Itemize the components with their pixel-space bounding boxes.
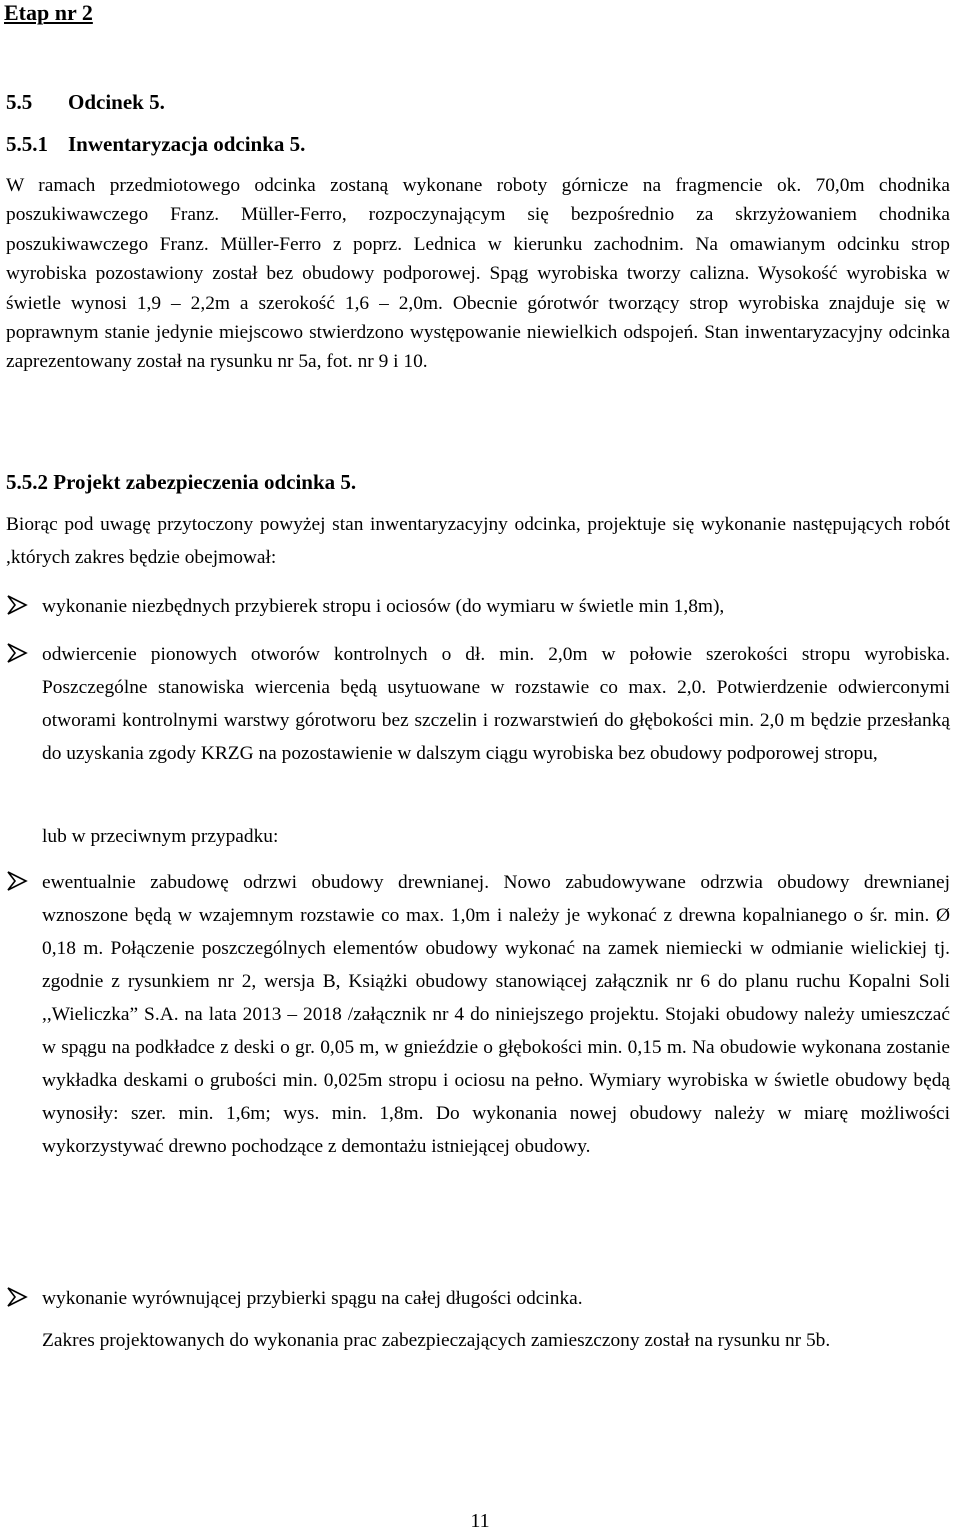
subsection-heading-1 [6,130,950,158]
closing-paragraph: Zakres projektowanych do wykonania prac zabezpieczających zamieszczony został na rysunku nr 5b. [42,1330,831,1351]
page-number: 11 [470,1510,490,1532]
alternative-note: lub w przeciwnym przypadku: [42,826,279,847]
arrowhead-bullet-icon [6,595,28,615]
arrowhead-bullet-icon [6,871,28,891]
bullet-item [6,1282,950,1315]
bullet-text: wykonanie wyrównującej przybierki spągu na całej długości odcinka. [42,1288,583,1309]
stage-heading: Etap nr 2 [4,0,93,25]
bullet-text: wykonanie niezbędnych przybierek stropu i ociosów (do wymiaru w świetle min 1,8m), [42,596,725,617]
subsection-title-1: Inwentaryzacja odcinka 5. [68,132,306,156]
bullet-text: odwiercenie pionowych otworów kontrolnych o dł. min. 2,0m w połowie szerokości stropu wyrobiska. Poszczególne stanowiska wiercenia będą usytuowane w rozstawie co max. 2,0. Potwierdzenie odwierconymi otworami kontrolnymi warstwy górotworu bez szczelin i rozwarstwień do głębokości min. 2,0 m będzie przesłanką do uzyskania zgody KRZG na pozostawienie w dalszym ciągu wyrobiska bez obudowy podporowej stropu, [42,644,950,764]
inventory-paragraph: W ramach przedmiotowego odcinka zostaną wykonane roboty górnicze na fragmencie ok. 70,0m chodnika poszukiwawczego Franz. Müller-Ferro, rozpoczynającym się bezpośrednio za skrzyżowaniem chodnika poszukiwawczego Franz. Müller-Ferro z poprz. Lednica w kierunku zachodnim. Na omawianym odcinku strop wyrobiska pozostawiony został bez obudowy podporowej. Spąg wyrobiska tworzy calizna. Wysokość wyrobiska w świetle wynosi 1,9 – 2,2m a szerokość 1,6 – 2,0m. Obecnie górotwór tworzący strop wyrobiska znajduje się w poprawnym stanie jedynie miejscowo stwierdzono występowanie niewielkich odspojeń. Stan inwentaryzacyjny odcinka zaprezentowany został na rysunku nr 5a, fot. nr 9 i 10. [6,175,950,373]
bullet-text: ewentualnie zabudowę odrzwi obudowy drewnianej. Nowo zabudowywane odrzwia obudowy drewnianej wznoszone będą w wzajemnym rozstawie co max. 1,0m i należy je wykonać z drewna kopalnianego o śr. min. Ø 0,18 m. Połączenie poszczególnych elementów obudowy wykonać na zamek niemiecki w odmianie wielickiej tj. zgodnie z rysunkiem nr 2, wersja B, Książki obudowy stanowiącej załącznik nr 6 do planu ruchu Kopalni Soli ,,Wieliczka” S.A. na lata 2013 – 2018 /załącznik nr 4 do niniejszego projektu. Stojaki obudowy należy umieszczać w spągu na podkładce z deski o gr. 0,05 m, w gnieździe o głębokości min. 0,15 m. Na obudowie wykonana zostanie wykładka deskami o grubości min. 0,025m stropu i ociosu na pełno. Wymiary wyrobiska w świetle obudowy będą wynosiły: szer. min. 1,6m; wys. min. 1,8m. Do wykonania nowej obudowy należy w miarę możliwości wykorzystywać drewno pochodzące z demontażu istniejącej obudowy. [42,872,950,1157]
bullet-item [6,590,950,623]
section-title: Odcinek 5. [68,90,165,114]
subsection-number-1: 5.5.1 [6,132,48,156]
bullet-item [6,866,950,1163]
arrowhead-bullet-icon [6,1287,28,1307]
subsection-heading-2: 5.5.2 Projekt zabezpieczenia odcinka 5. [6,470,357,494]
project-intro-paragraph: Biorąc pod uwagę przytoczony powyżej stan inwentaryzacyjny odcinka, projektuje się wykonanie następujących robót ,których zakres będzie obejmował: [6,514,950,568]
bullet-item [6,638,950,770]
arrowhead-bullet-icon [6,643,28,663]
section-number: 5.5 [6,90,33,114]
section-heading [6,88,950,116]
